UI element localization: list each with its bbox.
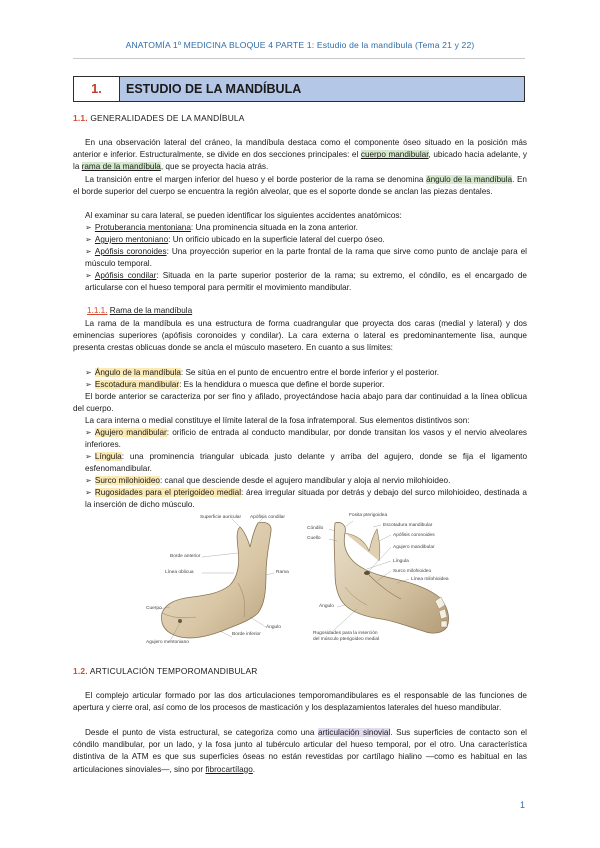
chapter-title-box — [73, 76, 525, 102]
arrow-bullet-icon: ➢ — [85, 488, 92, 497]
list-item — [73, 451, 527, 475]
description: : una prominencia triangular ubicada justo delante y arriba del agujero, donde se fija el ligamento esfenomandibular. — [85, 452, 527, 474]
figure-label: Rama — [276, 570, 289, 575]
highlight-cuerpo-mandibular: cuerpo mandibular — [360, 150, 429, 160]
figure-label: Cóndilo — [307, 526, 324, 531]
chapter-title: ESTUDIO DE LA MANDÍBULA — [126, 82, 302, 96]
arrow-bullet-icon: ➢ — [85, 271, 92, 280]
arrow-bullet-icon: ➢ — [85, 368, 92, 377]
description: : orificio de entrada al conducto mandibular, por donde transitan los vasos y el nervio alveolares inferiores. — [85, 428, 527, 450]
term: Agujero mentoniano — [94, 235, 169, 244]
paragraph-cara-lateral: Al examinar su cara lateral, se pueden identificar los siguientes accidentes anatómicos: — [85, 211, 402, 220]
figure-mandible-medial — [305, 513, 470, 653]
text: . En el borde superior del cuerpo se encuentra la región alveolar, que es el soporte donde se anclan las piezas dentales. — [73, 175, 527, 197]
text: En una observación lateral del cráneo, la mandíbula destaca como el componente óseo situado en la posición más anterior e inferior. Estructuralmente, se divide en dos secciones principales: el — [73, 138, 527, 160]
list-item — [73, 487, 527, 511]
subsection-title: Rama de la mandíbula — [109, 306, 193, 315]
description: : Una proyección superior en la parte frontal de la rama que sirve como punto de anclaje para el músculo temporal. — [85, 247, 527, 269]
term: Surco milohioideo — [94, 476, 160, 485]
text: , ubicado hacia adelante, y la — [73, 150, 527, 172]
section-heading-1-1 — [73, 113, 245, 123]
arrow-bullet-icon: ➢ — [85, 380, 92, 389]
description: : área irregular situada por detrás y debajo del surco milohioideo, destinada a la inserción de dicho músculo. — [85, 488, 527, 510]
section-number: 1.1. — [73, 113, 88, 123]
description: : Situada en la parte superior posterior de la rama; su extremo, el cóndilo, es el encargado de articularse con el hueso temporal para permitir el movimiento mandibular. — [85, 271, 527, 293]
figure-label: Surco milohioideo — [393, 569, 432, 574]
text: Desde el punto de vista estructural, se categoriza como una — [85, 728, 318, 737]
running-header: ANATOMÍA 1º MEDICINA BLOQUE 4 PARTE 1: Estudio de la mandíbula (Tema 21 y 22) — [125, 40, 475, 50]
figure-mandible-lateral — [140, 513, 300, 648]
figure-label: Cuello — [307, 536, 321, 541]
figure-label: Línea milohioidea — [411, 577, 449, 582]
paragraph-intro — [73, 137, 527, 174]
description: : Un orificio ubicado en la superficie lateral del cuerpo óseo. — [168, 235, 385, 244]
term: Agujero mandibular — [94, 428, 167, 437]
list-item — [73, 246, 527, 270]
description: : canal que desciende desde el agujero mandibular y aloja al nervio milohioideo. — [159, 476, 451, 485]
paragraph-cara-medial: La cara interna o medial constituye el límite lateral de la fosa infratemporal. Sus elementos distintivos son: — [85, 416, 470, 425]
paragraph-atm-function: El complejo articular formado por las dos articulaciones temporomandibulares es el responsable de las funciones de apertura y cierre oral, así como de los procesos de masticación y los desplazamientos laterales del hueso mandibular. — [73, 691, 527, 713]
paragraph-rama: La rama de la mandíbula es una estructura de forma cuadrangular que proyecta dos caras (medial y lateral) y dos eminencias superiores (apófisis coronoides y condilar). La cara externa o lateral es predominantemente lisa, aunque presenta crestas oblicuas donde se ancla el músculo masetero. En cuanto a sus límites: — [73, 319, 527, 353]
section-heading-1-2 — [73, 666, 258, 676]
list-item — [73, 379, 527, 391]
term: Língula — [94, 452, 122, 461]
list-item — [73, 427, 527, 451]
term: Apófisis condilar — [94, 271, 157, 280]
list-item — [73, 222, 527, 234]
arrow-bullet-icon: ➢ — [85, 235, 92, 244]
list-item — [73, 270, 527, 294]
figure-label: Língula — [393, 559, 409, 564]
list-item — [73, 234, 527, 246]
figure-label: Rugosidades para la inserción del músculo pterigoideo medial — [313, 631, 380, 642]
figure-label: Cuerpo — [146, 606, 162, 611]
paragraph-atm-structure — [73, 727, 527, 776]
list-item — [73, 475, 527, 487]
figure-label: Borde anterior — [170, 554, 201, 559]
text: . Sus superficies de contacto son el cóndilo mandibular, por un lado, y la fosa junto al tubérculo articular del hueso temporal, por el otro. Una característica distintiva de la ATM es que sus superficies óseas no están revestidas por cartílago hialino —como es habitual en las articulaciones sinoviales—, sino por — [73, 728, 527, 774]
description: : Una prominencia situada en la zona anterior. — [190, 223, 358, 232]
list-item — [73, 367, 527, 379]
term: Rugosidades para el pterigoideo medial — [94, 488, 242, 497]
figure-label: Ángulo — [319, 604, 334, 609]
section-title: ARTICULACIÓN TEMPOROMANDIBULAR — [89, 666, 258, 676]
paragraph-angulo — [73, 174, 527, 198]
figure-label: Ángulo — [266, 625, 281, 630]
text: . — [252, 764, 256, 774]
arrow-bullet-icon: ➢ — [85, 247, 92, 256]
text: La transición entre el margen inferior del hueso y el borde posterior de la rama se denomina — [85, 175, 427, 184]
header-rule — [73, 58, 525, 59]
description: : Es la hendidura o muesca que define el borde superior. — [179, 380, 385, 389]
highlight-articulacion-sinovial: articulación sinovial — [317, 728, 391, 737]
term: Apófisis coronoides — [94, 247, 167, 256]
arrow-bullet-icon: ➢ — [85, 452, 92, 461]
figure-label: Apófisis condilar — [250, 515, 285, 520]
paragraph-borde-anterior: El borde anterior se caracteriza por ser fino y afilado, proyectándose hacia abajo para dar continuidad a la línea oblicua del cuerpo. — [73, 392, 527, 414]
figure-label: Línea oblicua — [165, 570, 194, 575]
section-number: 1.2. — [73, 666, 88, 676]
figure-label: Agujero mandibular — [393, 545, 435, 550]
arrow-bullet-icon: ➢ — [85, 476, 92, 485]
arrow-bullet-icon: ➢ — [85, 223, 92, 232]
subsection-heading-1-1-1 — [87, 306, 192, 315]
highlight-fibrocartilago: fibrocartílago — [205, 764, 253, 774]
text: , que se proyecta hacia atrás. — [160, 162, 269, 172]
highlight-angulo-mandibula: ángulo de la mandíbula — [426, 175, 513, 184]
figure-label: Apófisis coronoides — [393, 533, 435, 538]
arrow-bullet-icon: ➢ — [85, 428, 92, 437]
figure-label: Superficie auricular — [200, 515, 242, 520]
figure-label: Borde inferior — [232, 632, 261, 637]
section-title: GENERALIDADES DE LA MANDÍBULA — [90, 113, 245, 123]
term: Ángulo de la mandíbula — [94, 368, 181, 377]
figure-label: Agujero mentoniano — [146, 640, 189, 645]
term: Escotadura mandibular — [94, 380, 180, 389]
highlight-rama-mandibula: rama de la mandíbula — [81, 162, 161, 172]
term: Protuberancia mentoniana — [94, 223, 191, 232]
page-number: 1 — [520, 800, 526, 810]
description: : Se sitúa en el punto de encuentro entre el borde inferior y el posterior. — [180, 368, 439, 377]
figure-label: Fosita pterigoidea — [349, 513, 388, 518]
chapter-number: 1. — [74, 77, 120, 101]
figure-label: Escotadura mandibular — [383, 523, 433, 528]
subsection-number: 1.1.1. — [87, 306, 108, 315]
